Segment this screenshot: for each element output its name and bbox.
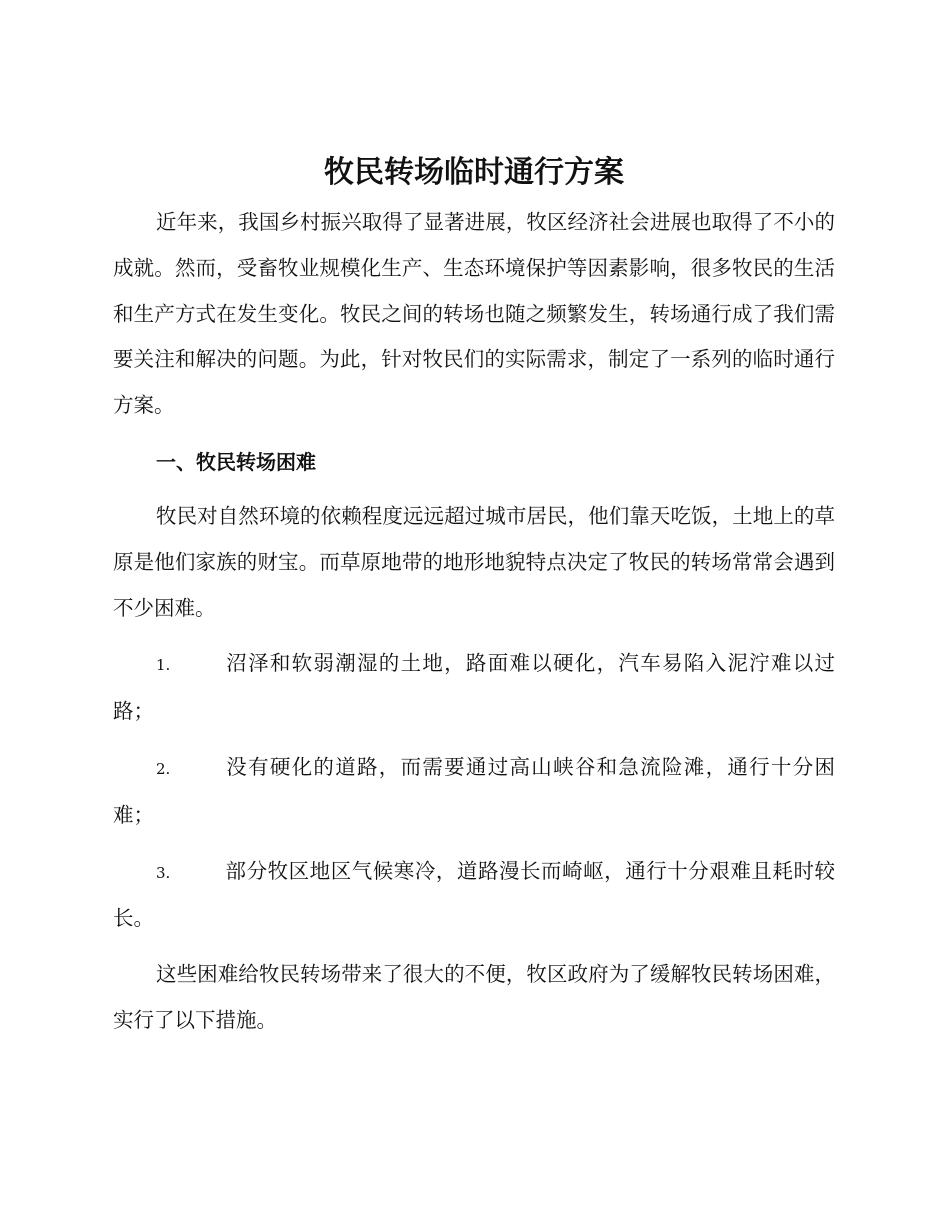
section-paragraph: 牧民对自然环境的依赖程度远远超过城市居民，他们靠天吃饭，土地上的草原是他们家族的财宝。而草原地带的地形地貌特点决定了牧民的转场常常会遇到不少困难。: [113, 503, 835, 620]
document-page: [113, 150, 835, 1044]
closing-paragraph: 这些困难给牧民转场带来了很大的不便，牧区政府为了缓解牧民转场困难，实行了以下措施。: [113, 962, 835, 1032]
list-item-text: 部分牧区地区气候寒冷，道路漫长而崎岖，通行十分艰难且耗时较长。: [113, 858, 835, 931]
document-title: 牧民转场临时通行方案: [324, 155, 624, 190]
list-item: [113, 745, 835, 839]
list-item-number: 1.: [156, 656, 171, 675]
list-item-text: 沼泽和软弱潮湿的土地，路面难以硬化，汽车易陷入泥泞难以过路；: [113, 651, 835, 724]
list-item: [113, 641, 835, 735]
list-item-number: 3.: [156, 863, 171, 882]
list-item-number: 2.: [156, 759, 171, 778]
list-item-text: 没有硬化的道路，而需要通过高山峡谷和急流险滩，通行十分困难；: [113, 754, 835, 827]
list-item: [113, 849, 835, 943]
section-heading: 一、牧民转场困难: [156, 449, 316, 474]
intro-paragraph: 近年来，我国乡村振兴取得了显著进展，牧区经济社会进展也取得了不小的成就。然而，受畜牧业规模化生产、生态环境保护等因素影响，很多牧民的生活和生产方式在发生变化。牧民之间的转场也随之频繁发生，转场通行成了我们需要关注和解决的问题。为此，针对牧民们的实际需求，制定了一系列的临时通行方案。: [113, 210, 835, 418]
